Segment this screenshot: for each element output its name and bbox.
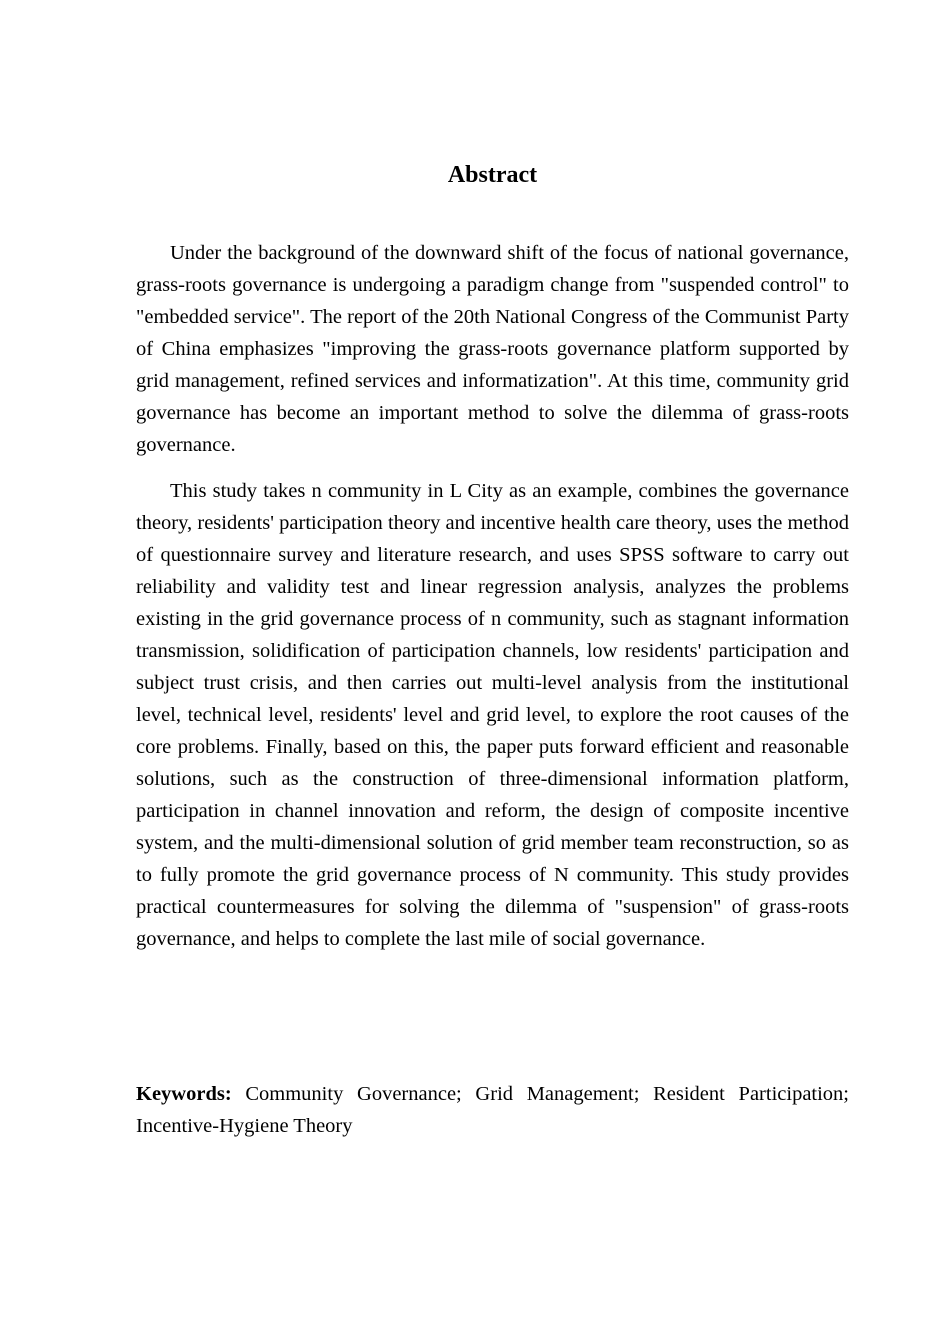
keywords-line <box>136 1078 849 1142</box>
paragraph-text: Under the background of the downward shift of the focus of national governance, grass-roots governance is undergoing a paradigm change from "suspended control" to "embedded service". The report of the 20th National Congress of the Communist Party of China emphasizes "improving the grass-roots governance platform supported by grid management, refined services and informatization". At this time, community grid governance has become an important method to solve the dilemma of grass-roots governance. <box>136 242 849 456</box>
keywords-label: Keywords: <box>136 1083 232 1105</box>
abstract-paragraph-1 <box>136 237 849 461</box>
keywords-list: Community Governance; Grid Management; Resident Participation; Incentive-Hygiene Theory <box>136 1083 850 1137</box>
paragraph-text: This study takes n community in L City as an example, combines the governance theory, residents' participation theory and incentive health care theory, uses the method of questionnaire survey and literature research, and uses SPSS software to carry out reliability and validity test and linear regression analysis, analyzes the problems existing in the grid governance process of n community, such as stagnant information transmission, solidification of participation channels, low residents' participation and subject trust crisis, and then carries out multi-level analysis from the institutional level, technical level, residents' level and grid level, to explore the root causes of the core problems. Finally, based on this, the paper puts forward efficient and reasonable solutions, such as the construction of three-dimensional information platform, participation in channel innovation and reform, the design of composite incentive system, and the multi-dimensional solution of grid member team reconstruction, so as to fully promote the grid governance process of N community. This study provides practical countermeasures for solving the dilemma of "suspension" of grass-roots governance, and helps to complete the last mile of social governance. <box>136 480 849 950</box>
abstract-title: Abstract <box>447 162 538 188</box>
abstract-paragraph-2 <box>136 475 849 955</box>
